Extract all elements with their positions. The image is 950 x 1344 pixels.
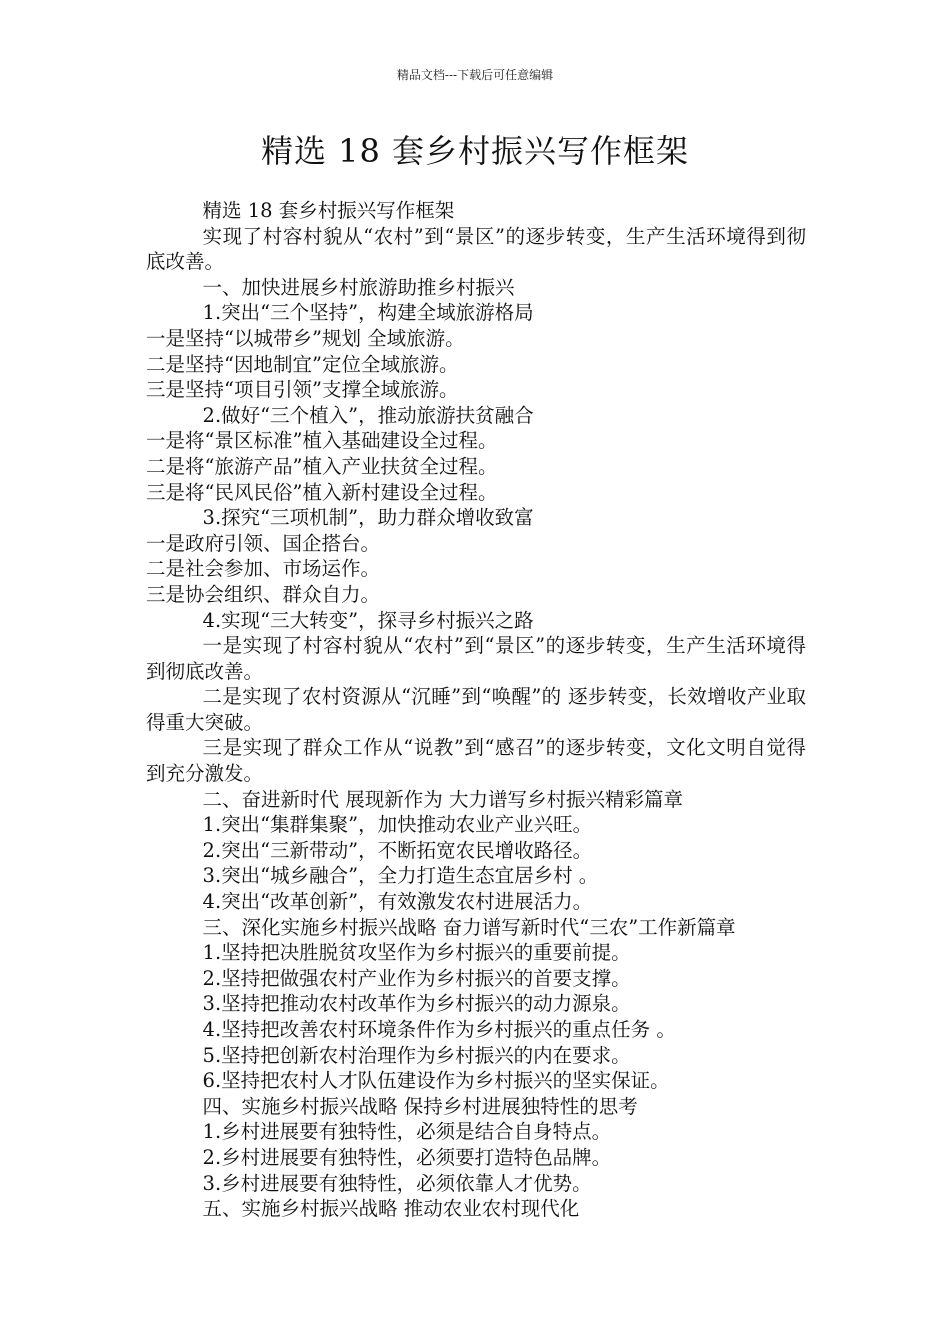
document-body [146,198,806,1222]
body-paragraph: 二是社会参加、市场运作。 [146,557,381,581]
body-paragraph: 三、深化实施乡村振兴战略 奋力谱写新时代“三农”工作新篇章 [202,915,736,939]
body-paragraph: 3.乡村进展要有独特性，必须依靠人才优势。 [202,1171,592,1195]
body-paragraph: 2.坚持把做强农村产业作为乡村振兴的首要支撑。 [202,966,631,990]
body-paragraph: 一是政府引领、国企搭台。 [146,531,381,555]
body-paragraph: 2.做好“三个植入”，推动旅游扶贫融合 [202,403,534,427]
body-paragraph: 2.突出“三新带动”，不断拓宽农民增收路径。 [202,838,593,862]
body-paragraph: 3.探究“三项机制”，助力群众增收致富 [202,506,534,530]
body-paragraph: 实现了村容村貌从“农村”到“景区”的逐步转变，生产生活环境得到彻底改善。 [146,224,806,274]
body-paragraph: 二是坚持“因地制宜”定位全域旅游。 [146,352,459,376]
body-paragraph: 3.突出“城乡融合”，全力打造生态宜居乡村 。 [202,864,599,888]
body-paragraph: 三是协会组织、群众自力。 [146,582,381,606]
body-paragraph: 6.坚持把农村人才队伍建设作为乡村振兴的坚实保证。 [202,1069,670,1093]
page-header-note: 精品文档---下载后可任意编辑 [396,68,554,82]
document-title: 精选 18 套乡村振兴写作框架 [260,132,690,170]
body-paragraph: 4.坚持把改善农村环境条件作为乡村振兴的重点任务 。 [202,1018,676,1041]
body-paragraph: 一是实现了村容村貌从“农村”到“景区”的逐步转变，生产生活环境得到彻底改善。 [146,634,806,683]
body-paragraph: 4.突出“改革创新”，有效激发农村进展活力。 [202,890,593,914]
body-paragraph: 四、实施乡村振兴战略 保持乡村进展独特性的思考 [202,1094,638,1118]
body-paragraph: 一是坚持“以城带乡”规划 全域旅游。 [146,326,465,350]
body-paragraph: 3.坚持把推动农村改革作为乡村振兴的动力源泉。 [202,992,631,1016]
body-paragraph: 1.乡村进展要有独特性，必须是结合自身特点。 [202,1120,612,1144]
body-paragraph: 一、加快进展乡村旅游助推乡村振兴 [202,275,515,299]
body-paragraph: 二、奋进新时代 展现新作为 大力谱写乡村振兴精彩篇章 [202,787,683,811]
body-paragraph: 二是将“旅游产品”植入产业扶贫全过程。 [146,454,498,478]
body-paragraph: 4.实现“三大转变”，探寻乡村振兴之路 [202,608,534,632]
body-paragraph: 1.突出“集群集聚”，加快推动农业产业兴旺。 [202,813,593,837]
body-paragraph: 三是将“民风民俗”植入新村建设全过程。 [146,480,498,504]
body-paragraph: 二是实现了农村资源从“沉睡”到“唤醒”的 逐步转变，长效增收产业取得重大突破。 [146,685,806,734]
body-paragraph: 2.乡村进展要有独特性，必须要打造特色品牌。 [202,1145,612,1169]
body-paragraph: 五、实施乡村振兴战略 推动农业农村现代化 [202,1197,580,1221]
body-paragraph: 三是实现了群众工作从“说教”到“感召”的逐步转变，文化文明自觉得到充分激发。 [146,736,806,786]
body-paragraph: 5.坚持把创新农村治理作为乡村振兴的内在要求。 [202,1043,631,1067]
body-paragraph: 1.坚持把决胜脱贫攻坚作为乡村振兴的重要前提。 [202,941,631,965]
body-paragraph: 1.突出“三个坚持”，构建全域旅游格局 [202,301,534,325]
body-paragraph: 三是坚持“项目引领”支撑全域旅游。 [146,378,459,402]
body-paragraph: 一是将“景区标准”植入基础建设全过程。 [146,429,498,453]
body-paragraph: 精选 18 套乡村振兴写作框架 [202,199,455,222]
